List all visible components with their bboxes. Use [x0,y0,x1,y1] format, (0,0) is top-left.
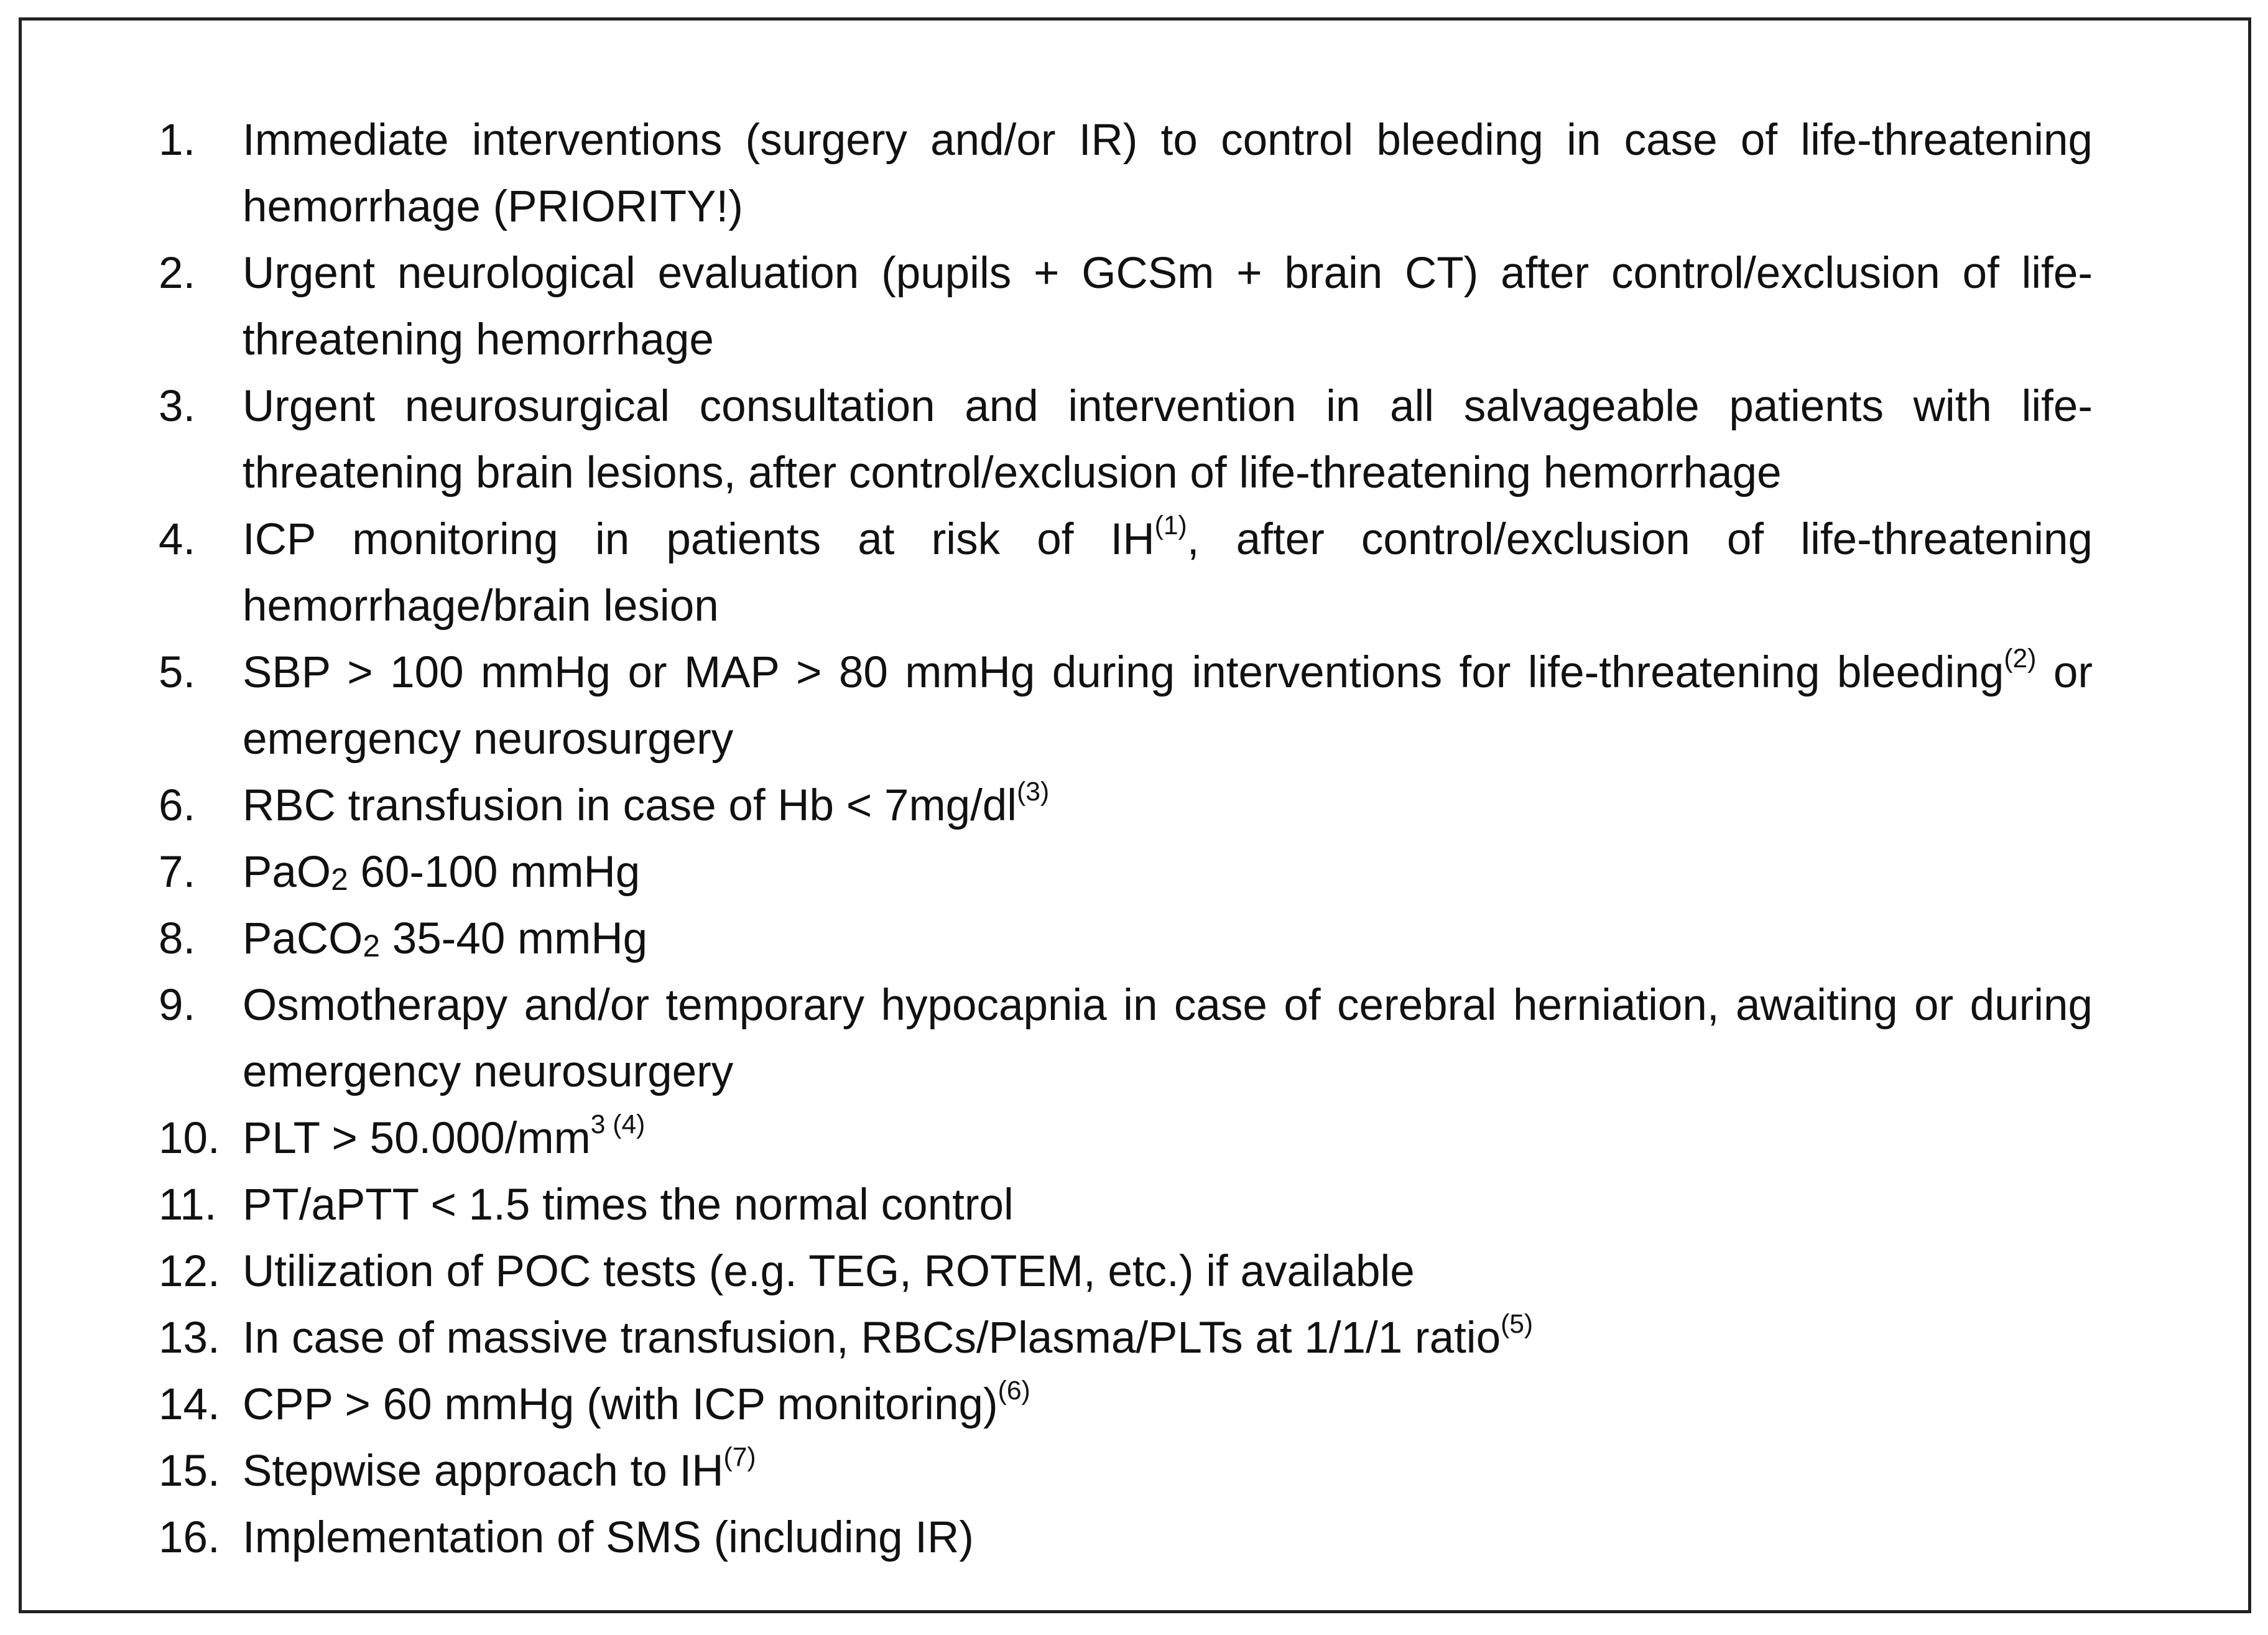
item-number: 6. [159,781,196,830]
list-item [159,906,2093,972]
item-number: 1. [159,116,196,165]
list-item [159,1504,2093,1571]
item-text-segment: 60-100 mmHg [348,848,641,897]
item-number: 7. [159,848,196,897]
item-number: 16. [159,1513,220,1562]
list-item [159,1438,2093,1504]
item-number: 11. [159,1180,217,1230]
item-number: 12. [159,1247,220,1296]
list-item [159,1305,2093,1371]
item-text-segment: , after control/exclusion of life-threatening hemorrhage/brain lesion [243,515,2093,631]
item-number: 13. [159,1313,220,1363]
footnote-marker: (2) [2004,644,2037,674]
list-item [159,1238,2093,1305]
footnote-marker: (1) [1154,511,1187,541]
item-text-segment: Immediate interventions (surgery and/or IR) to control bleeding in case of life-threatening hemorrhage (PRIORITY!) [243,116,2093,231]
item-text [243,1247,1415,1296]
list-item [159,839,2093,906]
item-text-segment: or emergency neurosurgery [243,648,2093,764]
item-text [243,382,2093,498]
list-item [159,772,2093,839]
item-number: 10. [159,1114,220,1163]
item-text-segment: CPP > 60 mmHg (with ICP monitoring) [243,1380,998,1429]
item-text [243,981,2093,1096]
item-text-segment: ICP monitoring in patients at risk of IH [243,515,1155,564]
footnote-marker: (7) [723,1442,756,1473]
subscript: 2 [331,861,348,897]
list-item [159,1172,2093,1238]
recommendation-list [159,107,2093,1571]
item-text-segment: Utilization of POC tests (e.g. TEG, ROTEM, etc.) if available [243,1247,1415,1296]
footnote-marker: 3 (4) [590,1109,646,1140]
item-text-segment: Stepwise approach to IH [243,1447,724,1496]
item-text-segment: RBC transfusion in case of Hb < 7mg/dl [243,781,1017,830]
item-number: 4. [159,515,196,564]
item-number: 2. [159,249,196,298]
item-text [243,1180,1014,1230]
item-text [243,777,1050,830]
item-text [243,848,640,897]
item-text-segment: PLT > 50.000/mm [243,1114,591,1163]
list-item [159,107,2093,240]
list-item [159,972,2093,1105]
list-item [159,506,2093,639]
item-number: 14. [159,1380,220,1429]
item-text-segment: Urgent neurological evaluation (pupils + GCSm + brain CT) after control/exclusion of life-threatening hemorrhage [243,249,2093,364]
item-text [243,1309,1534,1363]
item-number: 5. [159,648,196,697]
footnote-marker: (3) [1017,777,1050,807]
item-text [243,511,2093,631]
item-text-segment: PT/aPTT < 1.5 times the normal control [243,1180,1014,1230]
item-text [243,914,647,963]
item-text-segment: 35-40 mmHg [379,914,648,963]
item-text [243,1109,646,1163]
item-text [243,1513,974,1562]
item-text [243,1442,756,1496]
item-number: 15. [159,1447,220,1496]
list-item [159,1371,2093,1438]
list-item [159,373,2093,506]
item-text-segment: PaO [243,848,331,897]
item-text-segment: SBP > 100 mmHg or MAP > 80 mmHg during interventions for life-threatening bleeding [243,648,2004,697]
footnote-marker: (6) [997,1376,1030,1406]
footnote-marker: (5) [1501,1309,1534,1340]
item-number: 8. [159,914,196,963]
item-text-segment: Osmotherapy and/or temporary hypocapnia in case of cerebral herniation, awaiting or during emergency neurosurgery [243,981,2093,1096]
item-number: 3. [159,382,196,431]
item-text-segment: In case of massive transfusion, RBCs/Plasma/PLTs at 1/1/1 ratio [243,1313,1501,1363]
item-number: 9. [159,981,196,1030]
list-item [159,1105,2093,1172]
item-text-segment: PaCO [243,914,363,963]
list-item [159,240,2093,373]
item-text-segment: Urgent neurosurgical consultation and intervention in all salvageable patients with life-threatening brain lesions, after control/exclusion of life-threatening hemorrhage [243,382,2093,498]
item-text [243,116,2093,231]
item-text-segment: Implementation of SMS (including IR) [243,1513,974,1562]
item-text [243,249,2093,364]
subscript: 2 [363,928,380,963]
item-text [243,644,2093,764]
list-item [159,639,2093,772]
item-text [243,1376,1030,1429]
